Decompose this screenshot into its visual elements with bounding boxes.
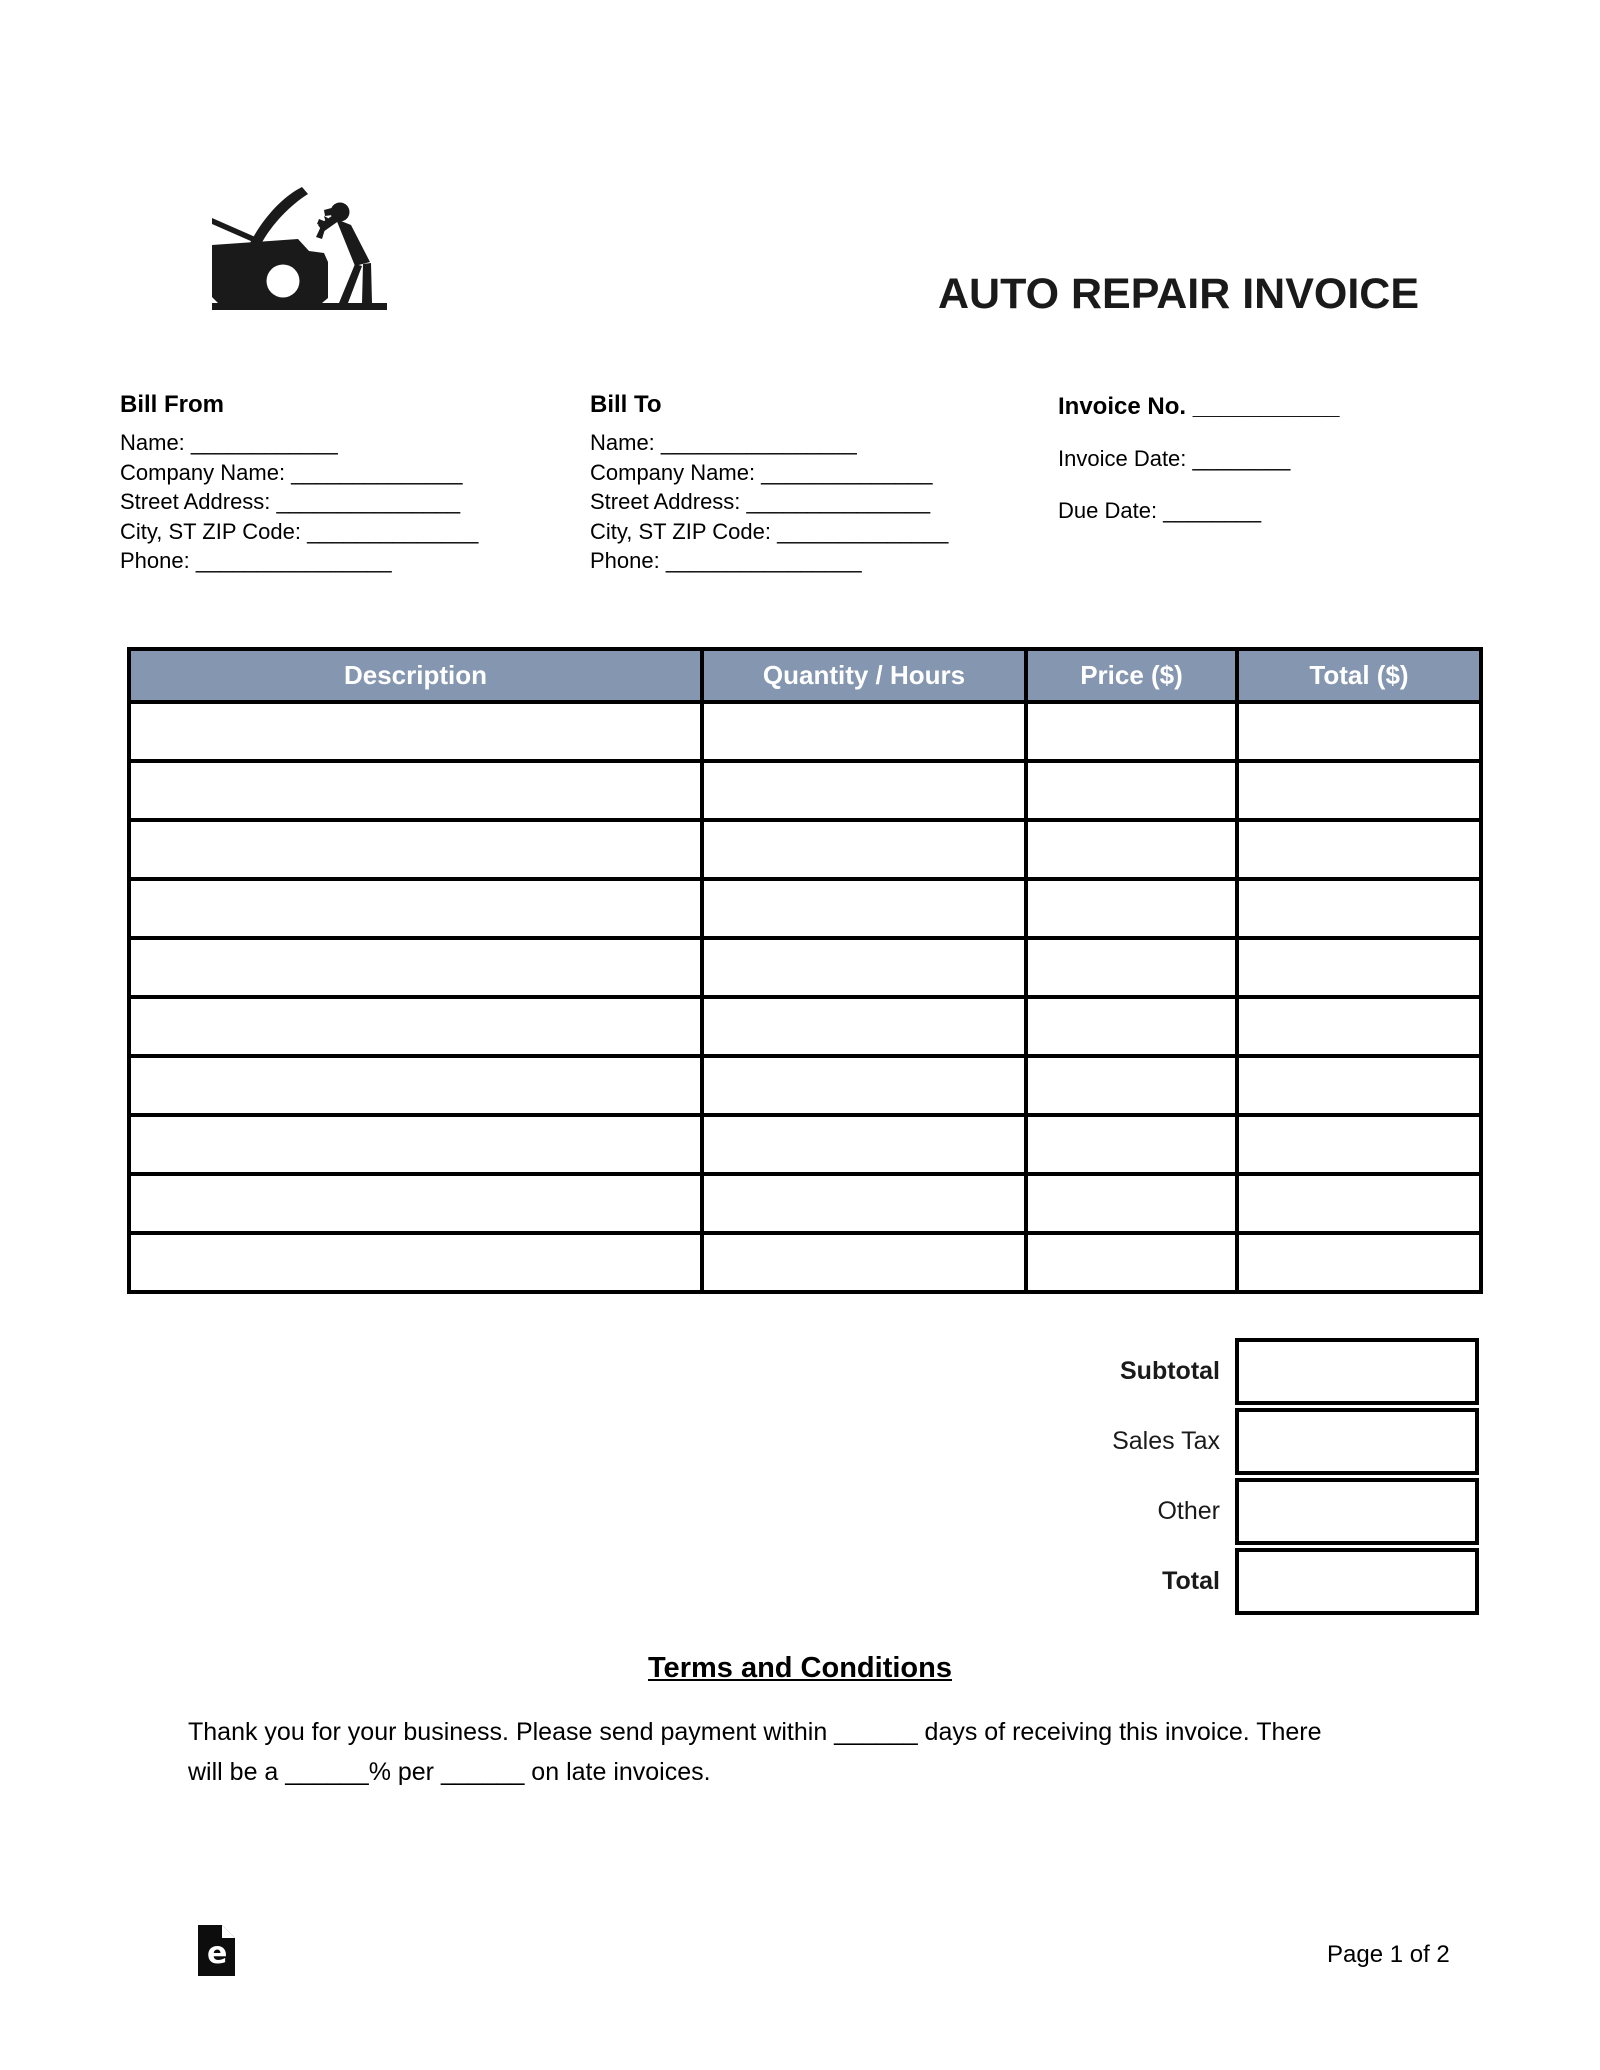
item-cell <box>129 997 702 1056</box>
item-cell <box>1237 820 1481 879</box>
item-cell <box>1026 702 1237 761</box>
item-cell <box>702 938 1026 997</box>
total-value-box <box>1235 1548 1479 1615</box>
summary-row-sales-tax <box>127 1408 1479 1475</box>
item-cell <box>1026 1174 1237 1233</box>
item-cell <box>1237 761 1481 820</box>
column-header-price: Price ($) <box>1026 649 1237 702</box>
other-value-box <box>1235 1478 1479 1545</box>
item-cell <box>1026 1115 1237 1174</box>
item-row <box>129 761 1481 820</box>
item-row <box>129 997 1481 1056</box>
item-cell <box>1026 879 1237 938</box>
total-label: Total <box>1162 1567 1220 1595</box>
sales-tax-value-box <box>1235 1408 1479 1475</box>
bill-to-name-field: Name: ________________ <box>590 430 857 455</box>
invoice-date-field: Invoice Date: ________ <box>1058 446 1291 471</box>
item-row <box>129 1056 1481 1115</box>
summary-row-subtotal <box>127 1338 1479 1405</box>
item-cell <box>129 1056 702 1115</box>
item-row <box>129 1115 1481 1174</box>
item-cell <box>702 997 1026 1056</box>
item-cell <box>1237 1056 1481 1115</box>
terms-line-1: Thank you for your business. Please send payment within ______ days of receiving this invoice. There <box>188 1718 1322 1746</box>
column-header-quantity-hours: Quantity / Hours <box>702 649 1026 702</box>
bill-from-company-field: Company Name: ______________ <box>120 459 463 485</box>
bill-from-city-field: City, ST ZIP Code: ______________ <box>120 518 479 544</box>
bill-to-company-field: Company Name: ______________ <box>590 459 933 485</box>
item-cell <box>129 1233 702 1292</box>
item-cell <box>702 820 1026 879</box>
column-header-description: Description <box>129 649 702 702</box>
item-cell <box>1026 1056 1237 1115</box>
item-cell <box>1026 820 1237 879</box>
bill-from-section <box>120 390 478 576</box>
item-cell <box>129 820 702 879</box>
bill-to-phone-field: Phone: ________________ <box>590 548 862 573</box>
bill-to-section <box>590 390 948 576</box>
item-cell <box>702 702 1026 761</box>
item-cell <box>1237 997 1481 1056</box>
item-row <box>129 1174 1481 1233</box>
document-icon <box>198 1925 235 1976</box>
totals-summary <box>127 1338 1479 1618</box>
document-title: AUTO REPAIR INVOICE <box>938 270 1420 318</box>
item-row <box>129 820 1481 879</box>
svg-text:e: e <box>207 1936 228 1971</box>
item-cell <box>1237 702 1481 761</box>
column-header-total: Total ($) <box>1237 649 1481 702</box>
other-label: Other <box>1157 1497 1220 1525</box>
bill-to-city-field: City, ST ZIP Code: ______________ <box>590 518 949 544</box>
table-header-row <box>129 649 1481 702</box>
invoice-number-field: Invoice No. ___________ <box>1058 393 1340 420</box>
bill-from-street-field: Street Address: _______________ <box>120 489 461 514</box>
item-cell <box>129 938 702 997</box>
item-cell <box>1237 1115 1481 1174</box>
item-cell <box>702 1115 1026 1174</box>
terms-paragraph <box>188 1712 1448 1792</box>
subtotal-value-box <box>1235 1338 1479 1405</box>
item-cell <box>702 761 1026 820</box>
eforms-brand-logo <box>198 1925 235 1976</box>
item-cell <box>129 761 702 820</box>
item-cell <box>1237 879 1481 938</box>
terms-line-2: will be a ______% per ______ on late invoices. <box>188 1758 711 1786</box>
item-row <box>129 879 1481 938</box>
item-cell <box>1026 761 1237 820</box>
item-cell <box>129 1174 702 1233</box>
item-cell <box>1237 938 1481 997</box>
invoice-meta-section <box>1058 392 1340 526</box>
auto-repair-logo <box>212 185 387 310</box>
item-cell <box>702 1233 1026 1292</box>
item-cell <box>1026 938 1237 997</box>
item-row <box>129 702 1481 761</box>
summary-row-other <box>127 1478 1479 1545</box>
item-cell <box>129 879 702 938</box>
item-cell <box>1237 1233 1481 1292</box>
item-cell <box>1237 1174 1481 1233</box>
mechanic-car-icon <box>212 185 387 310</box>
item-cell <box>129 1115 702 1174</box>
bill-from-name-field: Name: ____________ <box>120 430 338 455</box>
item-row <box>129 1233 1481 1292</box>
subtotal-label: Subtotal <box>1120 1357 1220 1385</box>
item-cell <box>1026 1233 1237 1292</box>
item-cell <box>129 702 702 761</box>
item-cell <box>702 1056 1026 1115</box>
item-cell <box>702 879 1026 938</box>
due-date-field: Due Date: ________ <box>1058 498 1262 523</box>
item-row <box>129 938 1481 997</box>
item-cell <box>702 1174 1026 1233</box>
bill-from-heading: Bill From <box>120 391 225 418</box>
line-items-table <box>127 647 1483 1294</box>
item-cell <box>1026 997 1237 1056</box>
bill-to-heading: Bill To <box>590 391 662 418</box>
sales-tax-label: Sales Tax <box>1112 1427 1220 1455</box>
terms-heading: Terms and Conditions <box>648 1652 952 1684</box>
bill-to-street-field: Street Address: _______________ <box>590 489 931 514</box>
bill-from-phone-field: Phone: ________________ <box>120 548 392 573</box>
page-number: Page 1 of 2 <box>1327 1941 1450 1968</box>
summary-row-total <box>127 1548 1479 1615</box>
